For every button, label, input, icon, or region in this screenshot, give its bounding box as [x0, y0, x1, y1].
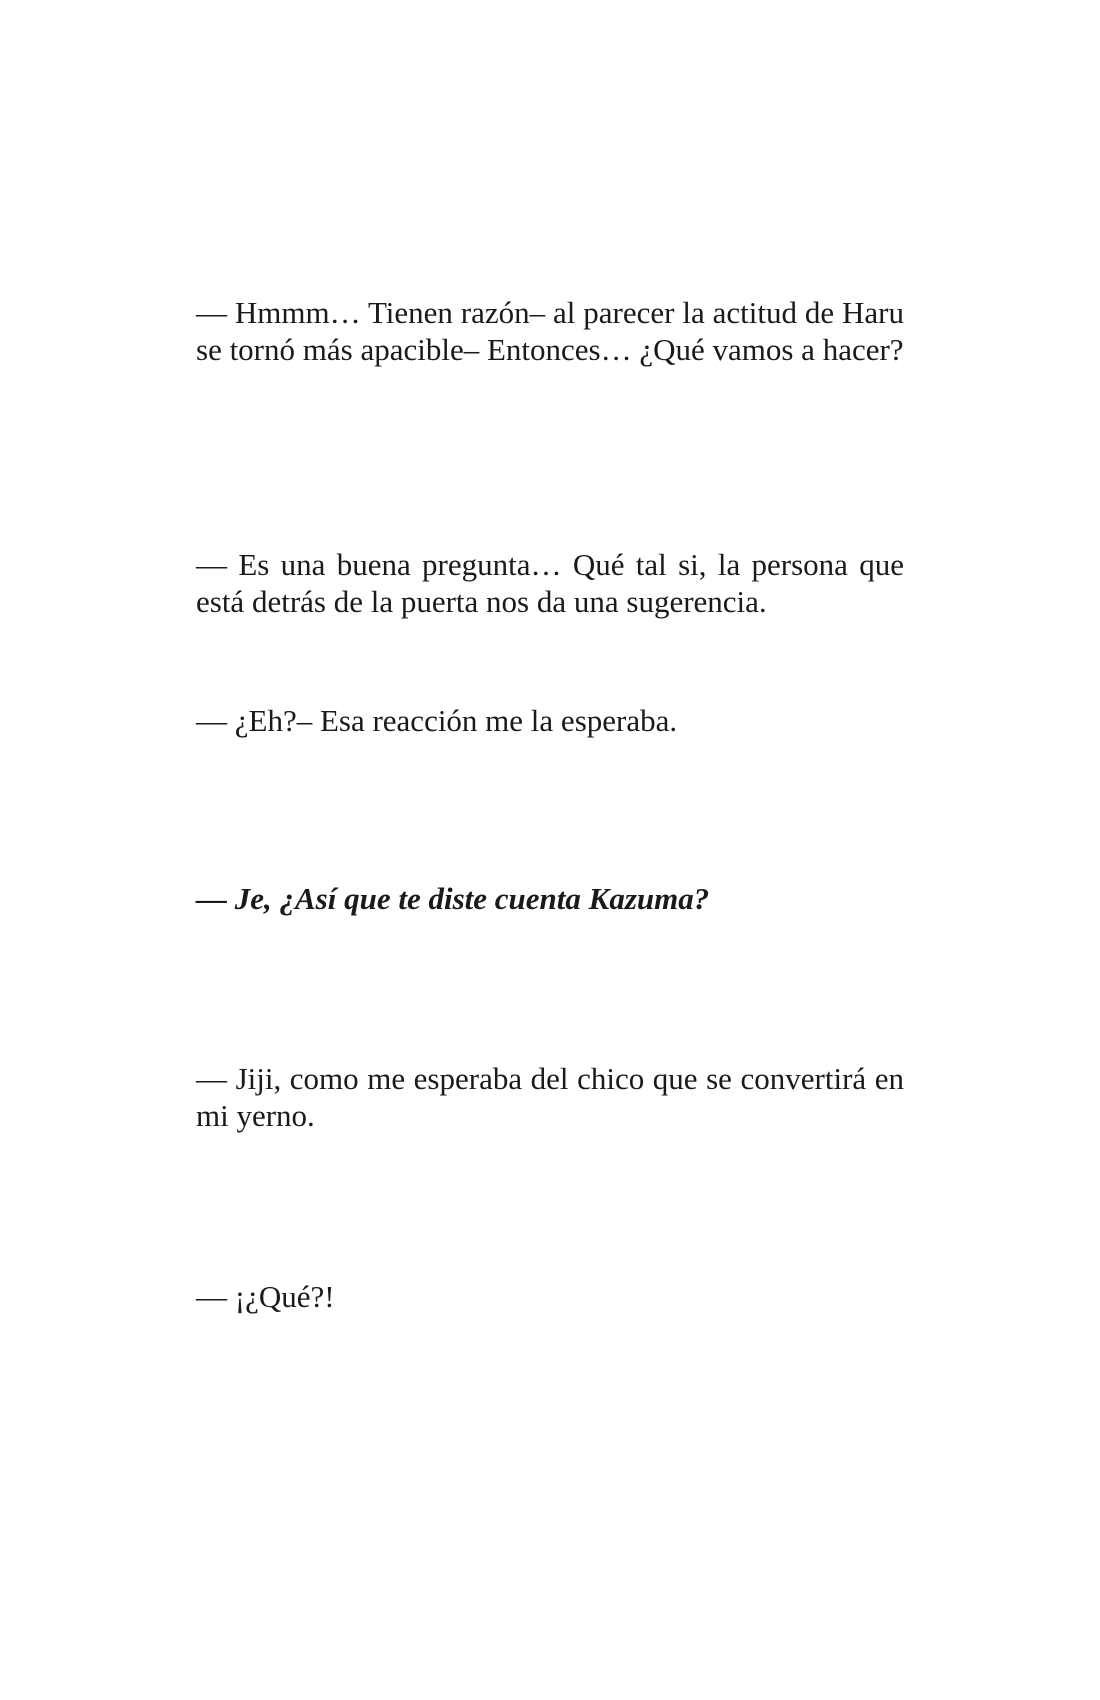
dialogue-paragraph: — Hmmm… Tienen razón– al parecer la actitud de Haru se tornó más apacible– Entonces… ¿Qué vamos a hacer?	[196, 295, 904, 367]
dialogue-paragraph: — ¿Eh?– Esa reacción me la esperaba.	[196, 703, 678, 738]
dialogue-paragraph: — ¡¿Qué?!	[196, 1279, 335, 1314]
dialogue-paragraph: — Es una buena pregunta… Qué tal si, la persona que está detrás de la puerta nos da una sugerencia.	[196, 547, 904, 619]
dialogue-paragraph-emphasis: — Je, ¿Así que te diste cuenta Kazuma?	[196, 881, 710, 916]
dialogue-paragraph: — Jiji, como me esperaba del chico que se convertirá en mi yerno.	[196, 1061, 904, 1133]
